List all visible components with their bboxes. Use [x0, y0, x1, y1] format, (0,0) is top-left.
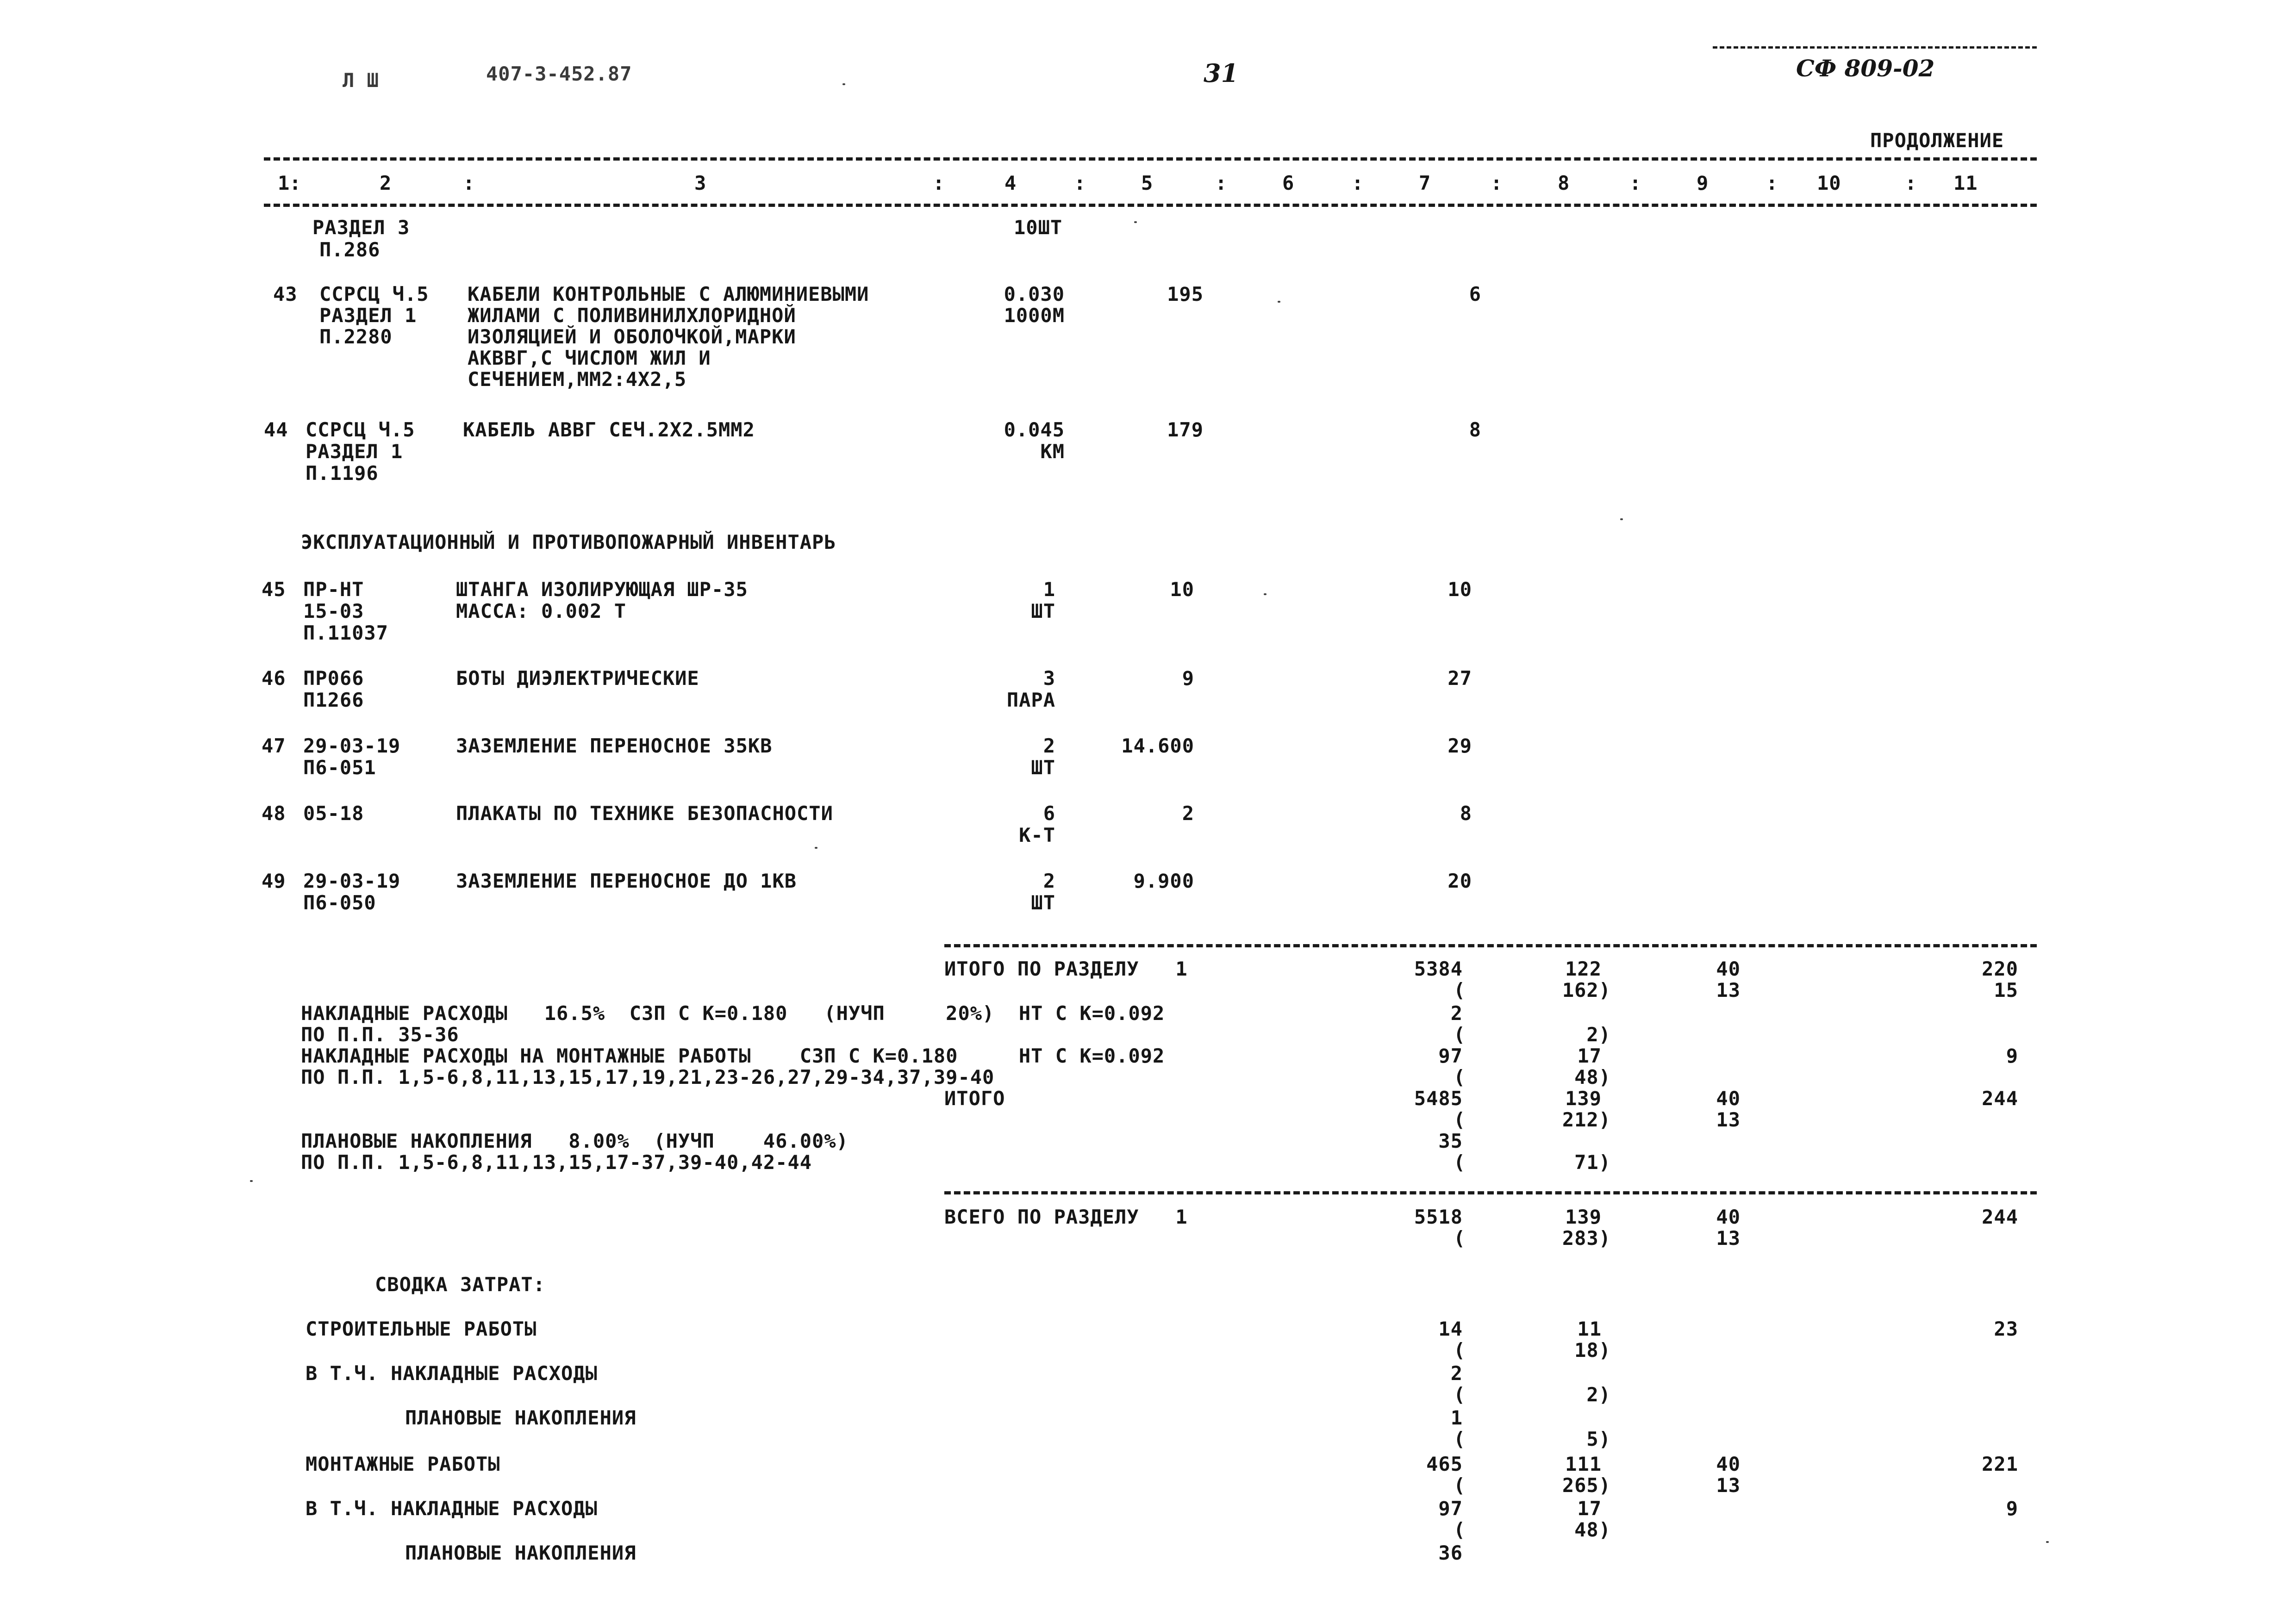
subtotal-c9-extra: 13 — [1716, 1108, 1741, 1131]
row-price: 2 — [1182, 802, 1194, 825]
scan-speck — [1134, 221, 1137, 223]
row-code: П1266 — [303, 689, 364, 711]
row-price: 9 — [1182, 667, 1194, 690]
row-name: СЕЧЕНИЕМ,ММ2:4Х2,5 — [468, 368, 687, 391]
header-rule — [1713, 46, 2037, 49]
row-number: 46 — [262, 667, 286, 690]
column-sep: : — [289, 172, 302, 194]
scan-speck — [1620, 518, 1623, 520]
row-number: 44 — [264, 418, 288, 441]
mount-c11: 9 — [2006, 1045, 2018, 1067]
row-unit: К-Т — [1019, 824, 1055, 846]
row-unit: ШТ — [1031, 600, 1055, 622]
column-8: 8 — [1558, 172, 1570, 194]
total-c8-extra: 162) — [1562, 979, 1611, 1001]
total-c9-extra: 13 — [1716, 979, 1741, 1001]
document-code: СФ 809-02 — [1796, 55, 1935, 82]
row-price: 9.900 — [1133, 870, 1194, 892]
column-sep: : — [1629, 172, 1642, 194]
subtotal-c8: 139 — [1565, 1087, 1602, 1110]
paren-open: ( — [1454, 1023, 1466, 1046]
scan-speck — [2046, 1541, 2049, 1543]
section-ref: П.286 — [319, 238, 381, 261]
inventory-heading: ЭКСПЛУАТАЦИОННЫЙ И ПРОТИВОПОЖАРНЫЙ ИНВЕНТАРЬ — [301, 531, 836, 553]
scan-speck — [250, 1180, 253, 1182]
row-code: ССРСЦ Ч.5 — [306, 418, 415, 441]
summary-c8-extra: 18) — [1574, 1339, 1611, 1362]
column-1: 1 — [278, 172, 290, 194]
row-name: ЗАЗЕМЛЕНИЕ ПЕРЕНОСНОЕ ДО 1КВ — [456, 870, 797, 892]
column-10: 10 — [1817, 172, 1841, 194]
row-name: ЖИЛАМИ С ПОЛИВИНИЛХЛОРИДНОЙ — [468, 304, 796, 327]
summary-label: МОНТАЖНЫЕ РАБОТЫ — [306, 1453, 500, 1475]
row-unit: 1000М — [1004, 304, 1065, 327]
summary-c11: 221 — [1982, 1453, 2018, 1475]
planned-c8: 71) — [1574, 1151, 1611, 1174]
planned-savings-line: ПЛАНОВЫЕ НАКОПЛЕНИЯ 8.00% (НУЧП 46.00%) — [301, 1130, 849, 1152]
row-code: ССРСЦ Ч.5 — [319, 283, 429, 305]
row-name: БОТЫ ДИЭЛЕКТРИЧЕСКИЕ — [456, 667, 699, 690]
overhead-line: НАКЛАДНЫЕ РАСХОДЫ 16.5% СЗП С К=0.180 (НУЧП 20%) НТ С К=0.092 — [301, 1002, 1165, 1025]
mount-overhead-line: НАКЛАДНЫЕ РАСХОДЫ НА МОНТАЖНЫЕ РАБОТЫ СЗП С К=0.180 НТ С К=0.092 — [301, 1045, 1165, 1067]
total-c11-extra: 15 — [1994, 979, 2018, 1001]
overhead-c8: 2) — [1586, 1023, 1611, 1046]
scan-speck — [1264, 593, 1267, 595]
total-c9: 40 — [1716, 958, 1741, 980]
subtotal-c11: 244 — [1982, 1087, 2018, 1110]
column-sep: : — [933, 172, 945, 194]
summary-c8: 11 — [1577, 1318, 1602, 1340]
column-6: 6 — [1282, 172, 1295, 194]
summary-label: В Т.Ч. НАКЛАДНЫЕ РАСХОДЫ — [306, 1362, 598, 1385]
section-title: РАЗДЕЛ 3 — [312, 216, 410, 239]
row-total: 8 — [1460, 802, 1472, 825]
row-code: ПР066 — [303, 667, 364, 690]
subtotal-c8-extra: 212) — [1562, 1108, 1611, 1131]
totals-top-rule — [944, 944, 2037, 947]
paren-open: ( — [1454, 1518, 1466, 1541]
row-total: 20 — [1447, 870, 1472, 892]
mount-c8-extra: 48) — [1574, 1066, 1611, 1088]
total-c7: 5384 — [1414, 958, 1463, 980]
summary-c11: 23 — [1994, 1318, 2018, 1340]
continuation-label: ПРОДОЛЖЕНИЕ — [1870, 129, 2004, 152]
sheet-ref: Л Ш — [343, 69, 379, 92]
column-sep: : — [1215, 172, 1228, 194]
row-name: АКВВГ,С ЧИСЛОМ ЖИЛ И — [468, 347, 711, 369]
paren-open: ( — [1454, 1227, 1466, 1250]
row-name: ИЗОЛЯЦИЕЙ И ОБОЛОЧКОЙ,МАРКИ — [468, 325, 796, 348]
mount-overhead-ref: ПО П.П. 1,5-6,8,11,13,15,17,19,21,23-26,27,29-34,37,39-40 — [301, 1066, 995, 1088]
row-code: П.1196 — [306, 462, 379, 485]
row-code: 05-18 — [303, 802, 364, 825]
row-price: 10 — [1170, 578, 1194, 601]
row-total: 6 — [1469, 283, 1481, 305]
summary-c9: 40 — [1716, 1453, 1741, 1475]
summary-c8-extra: 2) — [1586, 1383, 1611, 1406]
row-unit: КМ — [1040, 440, 1065, 463]
grand-c8: 139 — [1565, 1206, 1602, 1228]
summary-c8-extra: 265) — [1562, 1474, 1611, 1497]
column-3: 3 — [694, 172, 707, 194]
summary-label: СТРОИТЕЛЬНЫЕ РАБОТЫ — [306, 1318, 537, 1340]
summary-c7: 36 — [1438, 1542, 1463, 1564]
summary-c8: 111 — [1565, 1453, 1602, 1475]
summary-c7: 2 — [1450, 1362, 1463, 1385]
summary-c8-extra: 48) — [1574, 1518, 1611, 1541]
planned-savings-ref: ПО П.П. 1,5-6,8,11,13,15,17-37,39-40,42-44 — [301, 1151, 812, 1174]
column-4: 4 — [1004, 172, 1017, 194]
summary-c8-extra: 5) — [1586, 1428, 1611, 1450]
paren-open: ( — [1454, 1151, 1466, 1174]
row-code: 15-03 — [303, 600, 364, 622]
scan-speck — [815, 847, 817, 849]
row-code: П.2280 — [319, 325, 393, 348]
summary-label: ПЛАНОВЫЕ НАКОПЛЕНИЯ — [405, 1406, 636, 1429]
row-price: 179 — [1167, 418, 1204, 441]
row-name: КАБЕЛЬ АВВГ СЕЧ.2Х2.5ММ2 — [463, 418, 755, 441]
planned-c7: 35 — [1438, 1130, 1463, 1152]
subtotal-c7: 5485 — [1414, 1087, 1463, 1110]
row-code: П.11037 — [303, 622, 389, 644]
row-qty: 0.045 — [1004, 418, 1065, 441]
row-number: 49 — [262, 870, 286, 892]
column-sep: : — [1074, 172, 1086, 194]
column-sep: : — [1905, 172, 1917, 194]
column-2: 2 — [380, 172, 392, 194]
row-code: П6-050 — [303, 891, 376, 914]
row-total: 10 — [1447, 578, 1472, 601]
row-number: 48 — [262, 802, 286, 825]
column-5: 5 — [1141, 172, 1154, 194]
row-name: ПЛАКАТЫ ПО ТЕХНИКЕ БЕЗОПАСНОСТИ — [456, 802, 833, 825]
row-number: 43 — [273, 283, 298, 305]
paren-open: ( — [1454, 1383, 1466, 1406]
row-qty: 1 — [1043, 578, 1055, 601]
row-name: МАССА: 0.002 Т — [456, 600, 627, 622]
grand-c7: 5518 — [1414, 1206, 1463, 1228]
row-total: 27 — [1447, 667, 1472, 690]
summary-c7: 465 — [1426, 1453, 1463, 1475]
project-code: 407-3-452.87 — [486, 62, 632, 85]
row-qty: 2 — [1043, 870, 1055, 892]
subtotal-c9: 40 — [1716, 1087, 1741, 1110]
total-c8: 122 — [1565, 958, 1602, 980]
section-total-label: ИТОГО ПО РАЗДЕЛУ 1 — [944, 958, 1188, 980]
total-c11: 220 — [1982, 958, 2018, 980]
summary-title: СВОДКА ЗАТРАТ: — [375, 1273, 546, 1296]
scan-speck — [1278, 301, 1280, 303]
row-unit: ШТ — [1031, 891, 1055, 914]
column-sep: : — [1491, 172, 1503, 194]
column-sep: : — [463, 172, 475, 194]
row-price: 195 — [1167, 283, 1204, 305]
mount-c7: 97 — [1438, 1045, 1463, 1067]
paren-open: ( — [1454, 1428, 1466, 1450]
row-qty: 0.030 — [1004, 283, 1065, 305]
grand-c9: 40 — [1716, 1206, 1741, 1228]
mount-c8: 17 — [1577, 1045, 1602, 1067]
summary-c7: 97 — [1438, 1497, 1463, 1520]
row-code: 29-03-19 — [303, 734, 401, 757]
row-total: 8 — [1469, 418, 1481, 441]
scan-speck — [842, 83, 845, 85]
grand-c8-extra: 283) — [1562, 1227, 1611, 1250]
column-sep: : — [1352, 172, 1364, 194]
grand-c9-extra: 13 — [1716, 1227, 1741, 1250]
table-top-rule — [264, 157, 2037, 161]
summary-c11: 9 — [2006, 1497, 2018, 1520]
summary-c7: 1 — [1450, 1406, 1463, 1429]
table-header-rule — [264, 204, 2037, 207]
page-number: 31 — [1204, 58, 1239, 88]
grand-total-rule — [944, 1191, 2037, 1194]
overhead-ref: ПО П.П. 35-36 — [301, 1023, 459, 1046]
row-qty: 6 — [1043, 802, 1055, 825]
row-code: РАЗДЕЛ 1 — [306, 440, 403, 463]
row-unit: ПАРА — [1006, 689, 1055, 711]
row-code: ПР-НТ — [303, 578, 364, 601]
row-code: П6-051 — [303, 756, 376, 779]
row-unit: ШТ — [1031, 756, 1055, 779]
paren-open: ( — [1454, 1108, 1466, 1131]
row-qty: 3 — [1043, 667, 1055, 690]
paren-open: ( — [1454, 979, 1466, 1001]
column-11: 11 — [1953, 172, 1978, 194]
summary-label: В Т.Ч. НАКЛАДНЫЕ РАСХОДЫ — [306, 1497, 598, 1520]
section-qty: 10ШТ — [1014, 216, 1063, 239]
row-number: 47 — [262, 734, 286, 757]
summary-c8: 17 — [1577, 1497, 1602, 1520]
overhead-c7: 2 — [1450, 1002, 1463, 1025]
column-sep: : — [1766, 172, 1778, 194]
column-9: 9 — [1697, 172, 1709, 194]
row-number: 45 — [262, 578, 286, 601]
summary-c9-extra: 13 — [1716, 1474, 1741, 1497]
summary-c7: 14 — [1438, 1318, 1463, 1340]
paren-open: ( — [1454, 1339, 1466, 1362]
paren-open: ( — [1454, 1066, 1466, 1088]
subtotal-label: ИТОГО — [944, 1087, 1005, 1110]
row-name: ШТАНГА ИЗОЛИРУЮЩАЯ ШР-35 — [456, 578, 748, 601]
summary-label: ПЛАНОВЫЕ НАКОПЛЕНИЯ — [405, 1542, 636, 1564]
paren-open: ( — [1454, 1474, 1466, 1497]
row-price: 14.600 — [1121, 734, 1194, 757]
column-7: 7 — [1419, 172, 1431, 194]
row-code: 29-03-19 — [303, 870, 401, 892]
grand-total-label: ВСЕГО ПО РАЗДЕЛУ 1 — [944, 1206, 1188, 1228]
row-total: 29 — [1447, 734, 1472, 757]
row-name: ЗАЗЕМЛЕНИЕ ПЕРЕНОСНОЕ 35КВ — [456, 734, 773, 757]
row-qty: 2 — [1043, 734, 1055, 757]
row-code: РАЗДЕЛ 1 — [319, 304, 417, 327]
grand-c11: 244 — [1982, 1206, 2018, 1228]
row-name: КАБЕЛИ КОНТРОЛЬНЫЕ С АЛЮМИНИЕВЫМИ — [468, 283, 869, 305]
